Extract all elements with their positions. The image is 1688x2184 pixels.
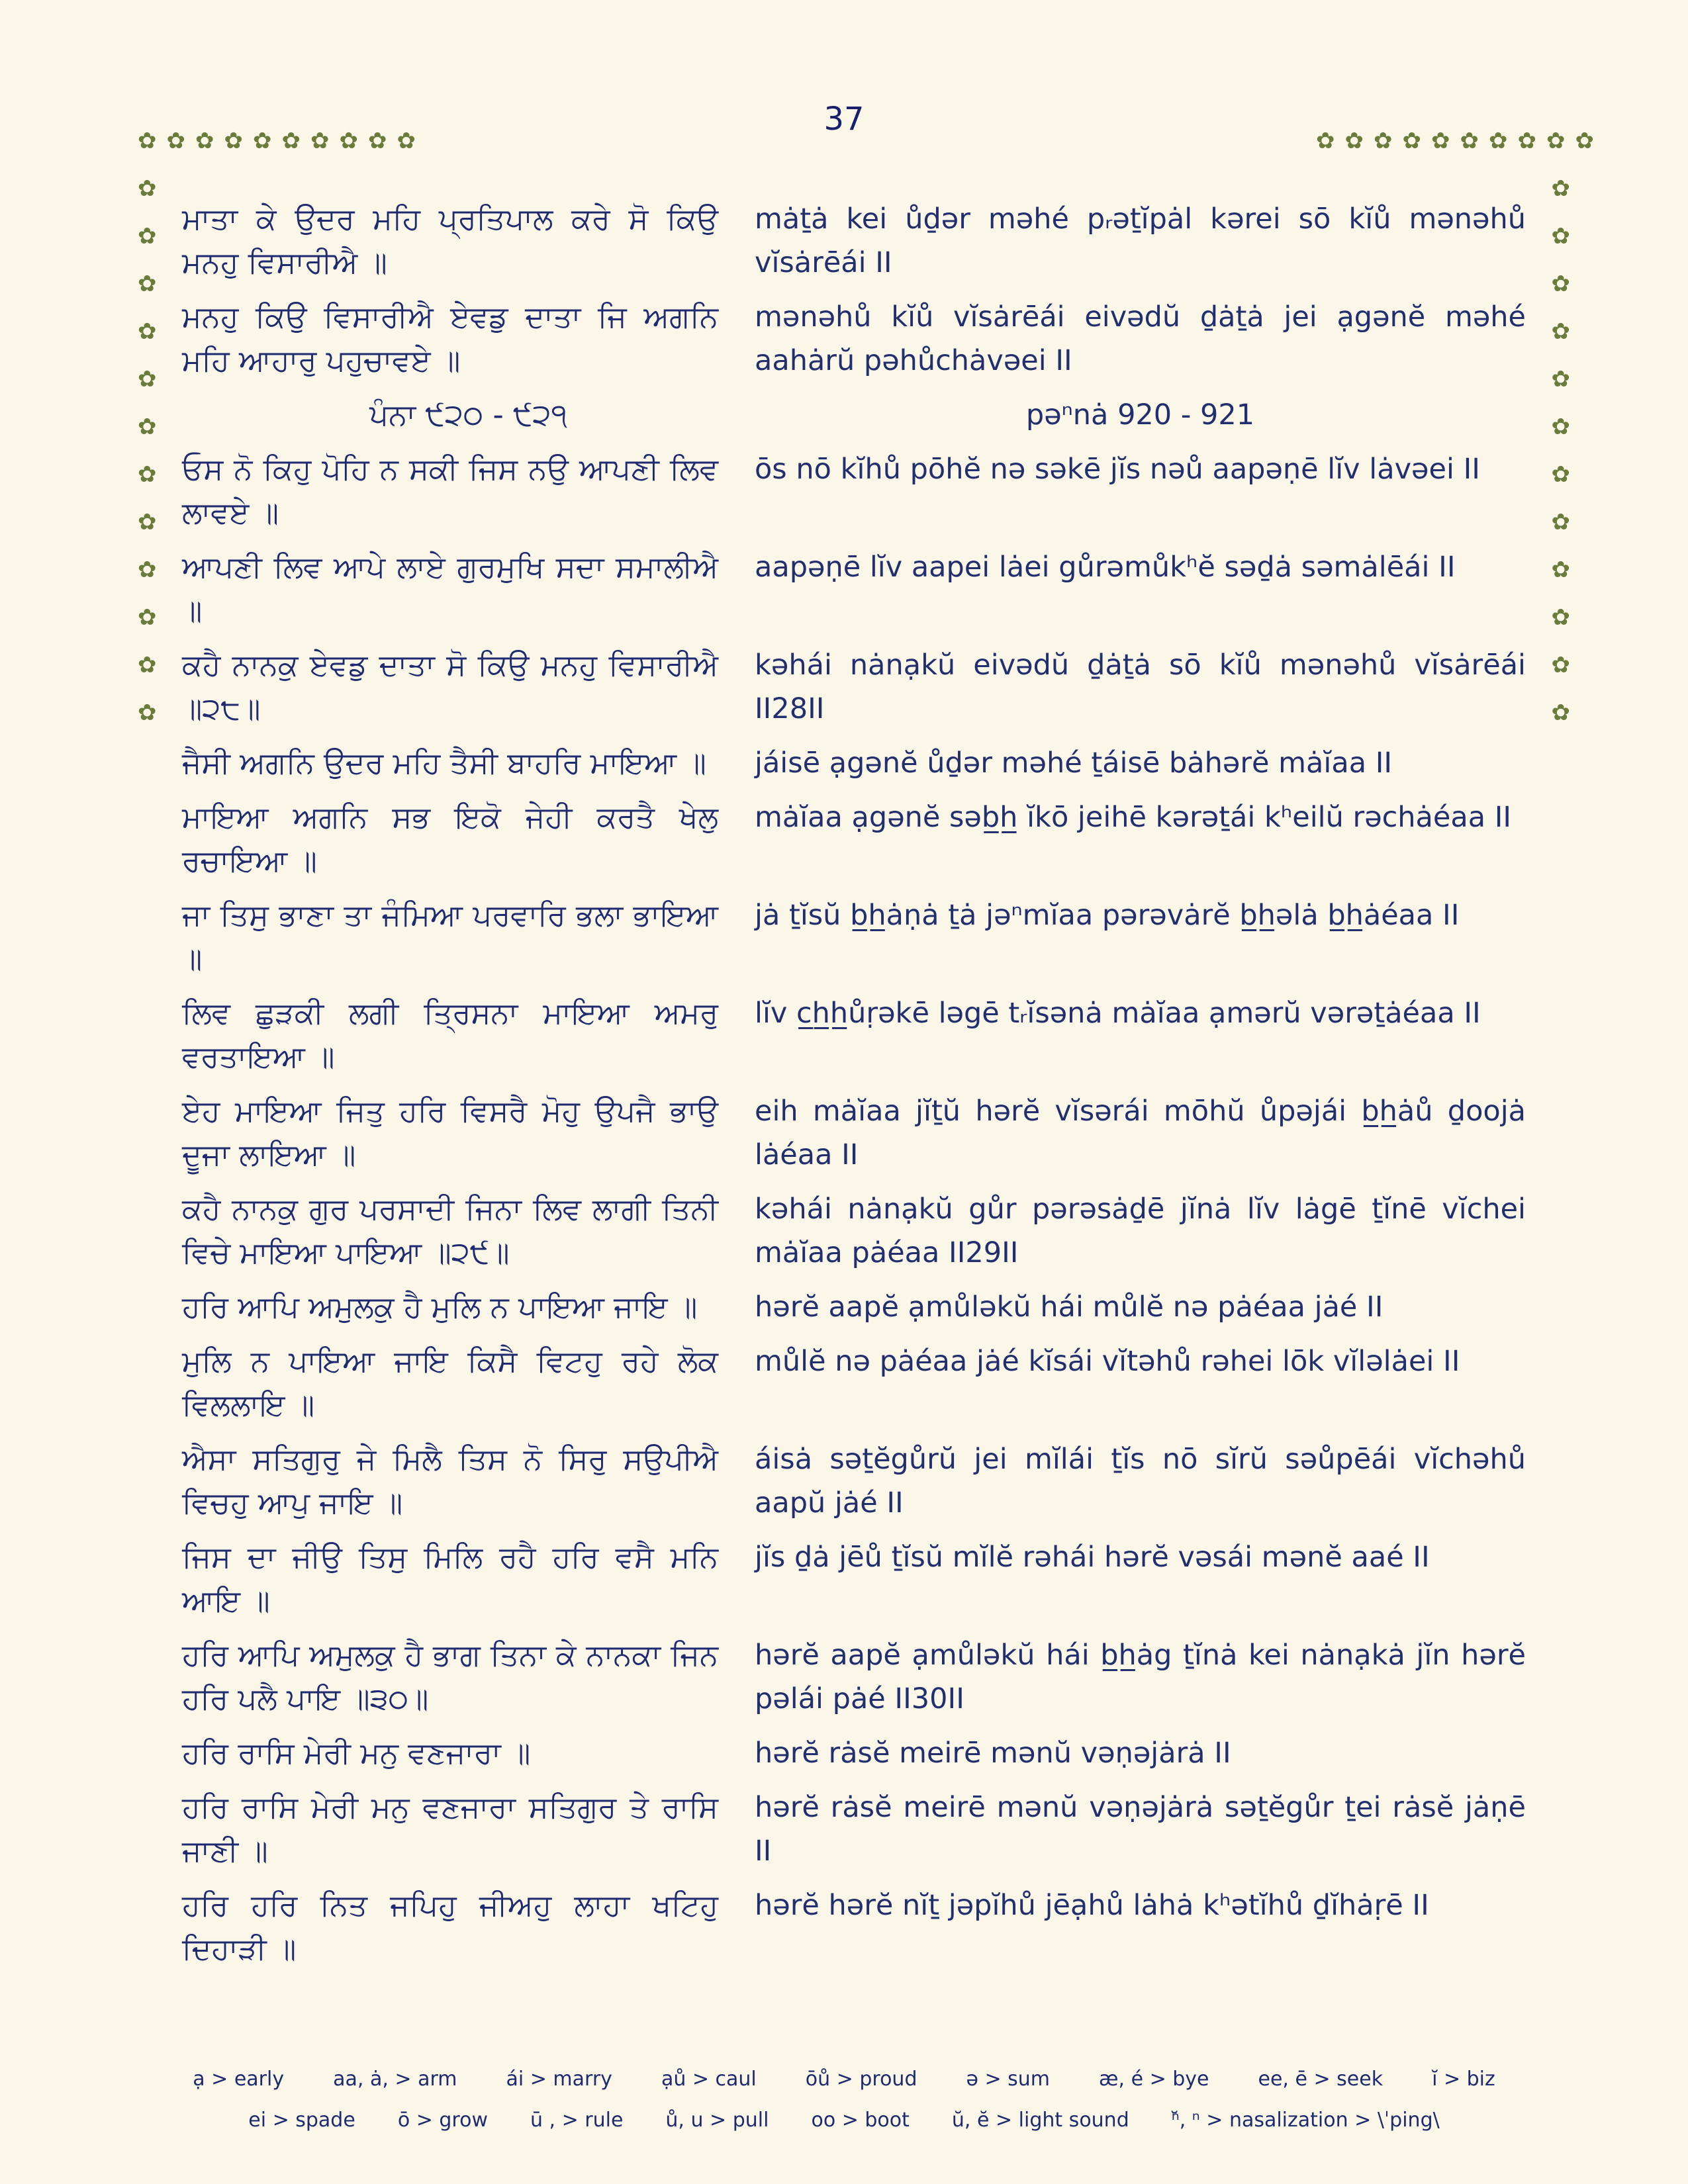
flower-icon: ✿ [138,223,157,250]
flower-icon: ✿ [1551,318,1570,345]
page-number: 37 [823,101,865,138]
verse-row-page-reference [182,393,1526,437]
gurmukhi-text: ਮੁਲਿ ਨ ਪਾਇਆ ਜਾਇ ਕਿਸੈ ਵਿਟਹੁ ਰਹੇ ਲੋਕ ਵਿਲਲਾਇ ॥ [182,1343,718,1422]
flower-icon: ✿ [138,271,157,297]
flower-icon: ✿ [1551,604,1570,631]
pronunciation-key-entry: ŭ, ĕ > light sound [951,2109,1129,2132]
pronunciation-key-entry: ů, u > pull [665,2109,769,2132]
pronunciation-key-entry: aa, ȧ, > arm [333,2068,457,2091]
flower-icon: ✿ [138,414,157,440]
verse-row [182,197,1526,285]
verse-row [182,1340,1526,1427]
transliteration-text: jȧ ṯĭsŭ b̲h̲ȧṇȧ ṯȧ jəⁿmĭaa pərəvȧrĕ b̲h̲əlȧ b̲h̲ȧéaa II [755,899,1460,932]
transliteration-text: kəhái nȧnạkŭ eivədŭ ḏȧṯȧ sō kĭů mənəhů vĭsȧrēái II28II [755,649,1526,725]
transliteration-text: pəⁿnȧ 920 - 921 [1025,398,1255,432]
flower-icon: ✿ [138,461,157,488]
transliteration-text: hərĕ aapĕ ạmůləkŭ hái b̲h̲ȧg ṯĭnȧ kei nȧnạkȧ jĭn hərĕ pəlái pȧé II30II [755,1639,1526,1715]
flower-icon: ✿ [1575,128,1594,154]
transliteration-text: můlĕ nə pȧéaa jȧé kĭsái vĭtəhů rəhei lōk vĭləlȧei II [755,1345,1460,1378]
pronunciation-key-row-1 [193,2068,1495,2091]
flower-icon: ✿ [1551,461,1570,488]
gurmukhi-text: ਕਹੈ ਨਾਨਕੁ ਗੁਰ ਪਰਸਾਦੀ ਜਿਨਾ ਲਿਵ ਲਾਗੀ ਤਿਨੀ ਵਿਚੇ ਮਾਇਆ ਪਾਇਆ ॥੨੯॥ [182,1191,718,1270]
gurmukhi-text: ਲਿਵ ਛੁੜਕੀ ਲਗੀ ਤ੍ਰਿਸਨਾ ਮਾਇਆ ਅਮਰੁ ਵਰਤਾਇਆ ॥ [182,995,718,1074]
flower-icon: ✿ [1551,509,1570,535]
flower-icon: ✿ [1551,366,1570,392]
gurmukhi-text: ਓਸ ਨੋ ਕਿਹੁ ਪੋਹਿ ਨ ਸਕੀ ਜਿਸ ਨਉ ਆਪਣੀ ਲਿਵ ਲਾਵਏ ॥ [182,451,718,530]
flower-icon: ✿ [1551,175,1570,202]
flower-icon: ✿ [310,128,330,154]
gurmukhi-text: ਪੰਨਾ ੯੨੦ - ੯੨੧ [369,397,567,432]
transliteration-text: lĭv c̲h̲h̲ůṛəkē ləgē tᵣĭsənȧ mȧĭaa ạmərŭ vərəṯȧéaa II [755,997,1481,1030]
pronunciation-key-entry: ĭ > biz [1432,2068,1495,2091]
verse-row [182,893,1526,981]
flower-icon: ✿ [1374,128,1393,154]
transliteration-text: hərĕ aapĕ ạmůləkŭ hái můlĕ nə pȧéaa jȧé II [755,1291,1383,1324]
flower-icon: ✿ [1489,128,1508,154]
verse-row [182,1884,1526,1971]
verse-row [182,1285,1526,1329]
transliteration-text: hərĕ rȧsĕ meirē mənŭ vəṇəjȧrȧ II [755,1737,1231,1770]
flower-icon: ✿ [1517,128,1536,154]
gurmukhi-text: ਜਿਸ ਦਾ ਜੀਉ ਤਿਸੁ ਮਿਲਿ ਰਹੈ ਹਰਿ ਵਸੈ ਮਨਿ ਆਇ ॥ [182,1539,718,1618]
flower-icon: ✿ [1551,652,1570,678]
gurmukhi-text: ਹਰਿ ਰਾਸਿ ਮੇਰੀ ਮਨੁ ਵਣਜਾਰਾ ਸਤਿਗੁਰ ਤੇ ਰਾਸਿ ਜਾਣੀ ॥ [182,1790,718,1868]
pronunciation-key-entry: ei > spade [248,2109,355,2132]
gurmukhi-text: ਮਾਇਆ ਅਗਨਿ ਸਭ ਇਕੋ ਜੇਹੀ ਕਰਤੈ ਖੇਲੁ ਰਚਾਇਆ ॥ [182,799,718,878]
flower-icon: ✿ [138,128,157,154]
verse-list [182,197,1526,1981]
verse-row [182,1187,1526,1275]
pronunciation-key-entry: æ, é > bye [1099,2068,1209,2091]
transliteration-text: hərĕ hərĕ nĭṯ jəpĭhů jēạhů lȧhȧ kʰətĭhů ḏĭhȧṛē II [755,1889,1429,1922]
gurmukhi-text: ਮਨਹੁ ਕਿਉ ਵਿਸਾਰੀਐ ਏਵਡੁ ਦਾਤਾ ਜਿ ਅਗਨਿ ਮਹਿ ਆਹਾਰੁ ਪਹੁਚਾਵਏ ॥ [182,299,718,378]
flower-icon: ✿ [138,366,157,392]
pronunciation-key-row-2 [248,2109,1439,2132]
flower-icon: ✿ [1546,128,1566,154]
pronunciation-key-entry: ō > grow [397,2109,488,2132]
transliteration-text: kəhái nȧnạkŭ gůr pərəsȧḏē jĭnȧ lĭv lȧgē ṯĭnē vĭchei mȧĭaa pȧéaa II29II [755,1193,1526,1269]
gurmukhi-text: ਜਾ ਤਿਸੁ ਭਾਣਾ ਤਾ ਜੰਮਿਆ ਪਰਵਾਰਿ ਭਲਾ ਭਾਇਆ ॥ [182,897,718,976]
flower-border-right-column [1552,177,1571,724]
pronunciation-key-entry: ái > marry [506,2068,612,2091]
verse-row [182,1535,1526,1623]
verse-row [182,545,1526,633]
flower-icon: ✿ [224,128,243,154]
flower-icon: ✿ [138,318,157,345]
verse-row [182,1633,1526,1721]
flower-icon: ✿ [138,652,157,678]
flower-icon: ✿ [253,128,272,154]
transliteration-text: mȧṯȧ kei ůḏər məhé pᵣəṯĭpȧl kərei sō kĭů mənəhů vĭsȧrēái II [755,203,1526,279]
gurmukhi-text: ਆਪਣੀ ਲਿਵ ਆਪੇ ਲਾਏ ਗੁਰਮੁਖਿ ਸਦਾ ਸਮਾਲੀਐ ॥ [182,549,718,628]
flower-icon: ✿ [138,175,157,202]
gurmukhi-text: ਮਾਤਾ ਕੇ ਉਦਰ ਮਹਿ ਪ੍ਰਤਿਪਾਲ ਕਰੇ ਸੋ ਕਿਉ ਮਨਹੁ ਵਿਸਾਰੀਐ ॥ [182,201,718,280]
flower-border-left-column [138,177,157,724]
transliteration-text: jáisē ạgənĕ ůḏər məhé ṯáisē bȧhərĕ mȧĭaa II [755,747,1393,780]
pronunciation-key-entry: ⁿ̆, ⁿ > nasalization > \ˈping\ [1171,2109,1440,2132]
flower-icon: ✿ [195,128,214,154]
pronunciation-key-entry: ə > sum [966,2068,1051,2091]
transliteration-text: ōs nō kĭhů pōhĕ nə səkē jĭs nəů aapəṇē lĭv lȧvəei II [755,453,1480,486]
flower-border-top-left [138,130,416,152]
gurmukhi-text: ਹਰਿ ਆਪਿ ਅਮੁਲਕੁ ਹੈ ਭਾਗ ਤਿਨਾ ਕੇ ਨਾਨਕਾ ਜਿਨ ਹਰਿ ਪਲੈ ਪਾਇ ॥੩੦॥ [182,1637,718,1716]
flower-icon: ✿ [166,128,185,154]
flower-icon: ✿ [1551,223,1570,250]
gurmukhi-text: ਹਰਿ ਹਰਿ ਨਿਤ ਜਪਿਹੁ ਜੀਅਹੁ ਲਾਹਾ ਖਟਿਹੁ ਦਿਹਾੜੀ ॥ [182,1888,718,1966]
verse-row [182,991,1526,1079]
verse-row [182,643,1526,731]
gurmukhi-text: ਹਰਿ ਰਾਸਿ ਮੇਰੀ ਮਨੁ ਵਣਜਾਰਾ ॥ [182,1735,531,1770]
pronunciation-key-entry: ạů > caul [661,2068,757,2091]
flower-border-top-right [1316,130,1594,152]
gurmukhi-text: ਹਰਿ ਆਪਿ ਅਮੁਲਕੁ ਹੈ ਮੁਲਿ ਨ ਪਾਇਆ ਜਾਇ ॥ [182,1289,698,1324]
flower-icon: ✿ [1402,128,1421,154]
flower-icon: ✿ [138,557,157,583]
verse-row [182,1089,1526,1177]
pronunciation-key-entry: ee, ē > seek [1258,2068,1383,2091]
flower-icon: ✿ [281,128,301,154]
verse-row [182,1437,1526,1525]
transliteration-text: eih mȧĭaa jĭṯŭ hərĕ vĭsərái mōhŭ ůpəjái b̲h̲ȧů ḏoojȧ lȧéaa II [755,1095,1526,1171]
flower-icon: ✿ [138,604,157,631]
flower-icon: ✿ [138,509,157,535]
flower-icon: ✿ [1316,128,1335,154]
flower-icon: ✿ [1551,557,1570,583]
verse-row [182,1731,1526,1775]
pronunciation-key-entry: ū , > rule [530,2109,624,2132]
flower-icon: ✿ [1551,700,1570,726]
verse-row [182,796,1526,883]
pronunciation-key-entry: ōů > proud [805,2068,917,2091]
flower-icon: ✿ [138,700,157,726]
flower-icon: ✿ [1344,128,1364,154]
flower-icon: ✿ [397,128,416,154]
transliteration-text: áisȧ səṯĕgůrŭ jei mĭlái ṯĭs nō sĭrŭ səůpēái vĭchəhů aapŭ jȧé II [755,1443,1526,1520]
transliteration-text: aapəṇē lĭv aapei lȧei gůrəmůkʰĕ səḏȧ səmȧlēái II [755,551,1456,584]
flower-icon: ✿ [368,128,387,154]
flower-icon: ✿ [1551,414,1570,440]
verse-row [182,741,1526,785]
verse-row [182,1786,1526,1873]
transliteration-text: jĭs ḏȧ jēů ṯĭsŭ mĭlĕ rəhái hərĕ vəsái mənĕ aaé II [755,1541,1430,1574]
transliteration-text: mȧĭaa ạgənĕ səb̲h̲ ĭkō jeihē kərəṯái kʰeilŭ rəchȧéaa II [755,801,1512,834]
pronunciation-key [0,2068,1688,2132]
transliteration-text: hərĕ rȧsĕ meirē mənŭ vəṇəjȧrȧ səṯĕgůr ṯei rȧsĕ jȧṇē II [755,1791,1526,1868]
gurmukhi-text: ਏਹ ਮਾਇਆ ਜਿਤੁ ਹਰਿ ਵਿਸਰੈ ਮੋਹੁ ਉਪਜੈ ਭਾਉ ਦੂਜਾ ਲਾਇਆ ॥ [182,1093,718,1172]
pronunciation-key-entry: oo > boot [811,2109,910,2132]
verse-row [182,295,1526,383]
flower-icon: ✿ [1431,128,1450,154]
gurmukhi-text: ਐਸਾ ਸਤਿਗੁਰੁ ਜੇ ਮਿਲੈ ਤਿਸ ਨੋ ਸਿਰੁ ਸਉਪੀਐ ਵਿਚਹੁ ਆਪੁ ਜਾਇ ॥ [182,1441,718,1520]
transliteration-text: mənəhů kĭů vĭsȧrēái eivədŭ ḏȧṯȧ jei ạgənĕ məhé aahȧrŭ pəhůchȧvəei II [755,300,1526,377]
flower-icon: ✿ [1460,128,1479,154]
gurmukhi-text: ਜੈਸੀ ਅਗਨਿ ਉਦਰ ਮਹਿ ਤੈਸੀ ਬਾਹਰਿ ਮਾਇਆ ॥ [182,745,706,780]
pronunciation-key-entry: ạ > early [193,2068,285,2091]
flower-icon: ✿ [339,128,358,154]
verse-row [182,447,1526,535]
flower-icon: ✿ [1551,271,1570,297]
gurmukhi-text: ਕਹੈ ਨਾਨਕੁ ਏਵਡੁ ਦਾਤਾ ਸੋ ਕਿਉ ਮਨਹੁ ਵਿਸਾਰੀਐ ॥੨੮॥ [182,647,718,726]
